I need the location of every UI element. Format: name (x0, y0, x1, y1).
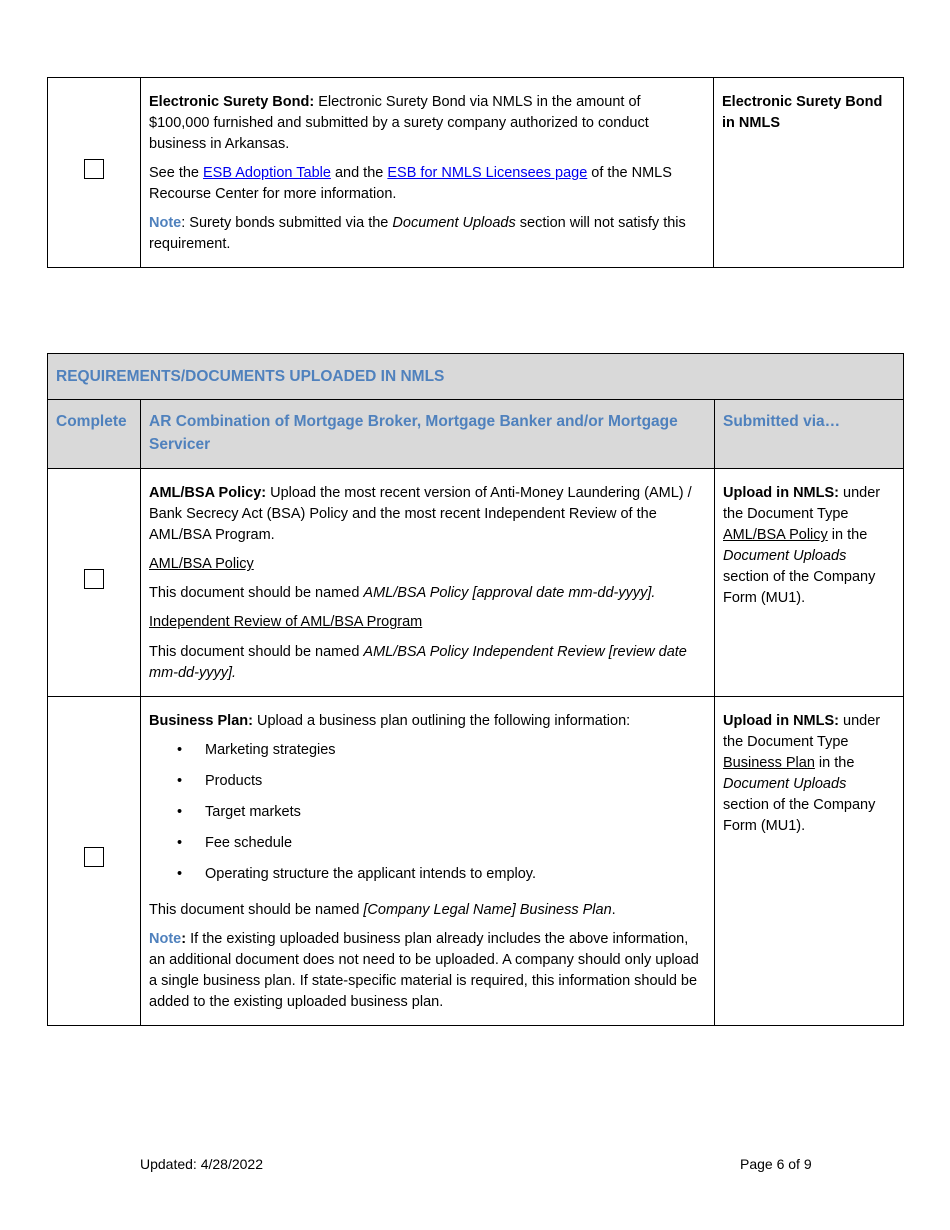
bp-name-italic: [Company Legal Name] Business Plan (363, 901, 612, 918)
esb-note-pre: : Surety bonds submitted via the (181, 215, 393, 232)
esb-adoption-table-link[interactable]: ESB Adoption Table (203, 165, 331, 182)
esb-see-post: of the NMLS Recourse Center for more information. (149, 165, 672, 203)
esb-licensees-page-link[interactable]: ESB for NMLS Licensees page (387, 165, 588, 182)
esb-description-cell (141, 78, 714, 268)
footer-updated: Updated: 4/28/2022 (140, 1156, 263, 1172)
aml-checkbox-cell (48, 469, 141, 697)
esb-desc: Electronic Surety Bond via NMLS in the amount of $100,000 furnished and submitted by a surety company authorized to conduct business in Arkansas. (149, 94, 649, 153)
esb-see-pre: See the (149, 165, 204, 182)
bp-note-label: Note (149, 930, 182, 947)
bp-submitted-cell (715, 697, 904, 1025)
aml-submitted-bold: Upload in NMLS: (723, 485, 839, 502)
list-item: • Products (149, 771, 706, 792)
aml-name2-pre: This document should be named (149, 643, 364, 660)
bp-submitted-b: in the (814, 755, 855, 772)
esb-checkbox-cell (48, 78, 141, 268)
requirements-table (47, 353, 904, 1026)
esb-see-mid: and the (330, 165, 388, 182)
aml-checkbox[interactable] (84, 569, 104, 589)
list-item: • Operating structure the applicant intends to employ. (149, 864, 706, 885)
esb-title: Electronic Surety Bond: (149, 94, 315, 110)
section-title: REQUIREMENTS/DOCUMENTS UPLOADED IN NMLS (48, 354, 904, 400)
aml-submitted-doc: AML/BSA Policy (723, 527, 828, 544)
bp-submitted-c: section of the Company Form (MU1). (723, 797, 876, 835)
bp-name-post: . (611, 901, 616, 918)
bp-submitted-italic: Document Uploads (723, 776, 847, 793)
aml-description-cell (141, 469, 715, 697)
bp-checkbox-cell (48, 697, 141, 1025)
aml-submitted-b: in the (827, 527, 868, 544)
esb-note-label: Note (149, 215, 182, 232)
list-item: • Fee schedule (149, 833, 706, 854)
esb-submitted-cell (714, 78, 904, 268)
esb-submitted: Electronic Surety Bond in NMLS (722, 94, 883, 132)
bp-submitted-a: under the Document Type (723, 713, 881, 751)
aml-title: AML/BSA Policy: (149, 485, 267, 502)
aml-name1-pre: This document should be named (149, 585, 364, 602)
bp-note-colon: : (181, 930, 187, 947)
esb-table (47, 77, 904, 268)
aml-name2-italic: AML/BSA Policy Independent Review [review date mm-dd-yyyy]. (149, 643, 687, 681)
bp-note-text: If the existing uploaded business plan already includes the above information, an additional document does not need to be uploaded. A company should only upload a single business plan. If state-specific material is required, this information should be added to the existing uploaded business plan. (149, 930, 699, 1010)
col-item-header: AR Combination of Mortgage Broker, Mortgage Banker and/or Mortgage Servicer (141, 400, 715, 469)
aml-submitted-italic: Document Uploads (723, 548, 847, 565)
esb-note-italic: Document Uploads (392, 215, 516, 232)
aml-name1-italic: AML/BSA Policy [approval date mm-dd-yyyy]. (363, 585, 656, 602)
col-complete-header: Complete (48, 400, 141, 469)
aml-submitted-c: section of the Company Form (MU1). (723, 569, 876, 607)
aml-submitted-a: under the Document Type (723, 485, 881, 523)
bp-title: Business Plan: (149, 713, 253, 730)
bp-submitted-bold: Upload in NMLS: (723, 713, 839, 730)
aml-sub-heading-1: AML/BSA Policy (149, 556, 254, 573)
bp-name-pre: This document should be named (149, 901, 364, 918)
col-submitted-header: Submitted via… (715, 400, 904, 469)
esb-note-post: section will not satisfy this requirement. (149, 215, 686, 253)
esb-checkbox[interactable] (84, 159, 104, 179)
aml-desc: Upload the most recent version of Anti-Money Laundering (AML) / Bank Secrecy Act (BSA) Policy and the most recent Independent Review of the AML/BSA Program. (149, 485, 692, 544)
aml-submitted-cell (715, 469, 904, 697)
bp-description-cell (141, 697, 715, 1025)
aml-sub-heading-2: Independent Review of AML/BSA Program (149, 614, 423, 631)
footer-page-number: Page 6 of 9 (740, 1156, 812, 1172)
list-item: • Marketing strategies (149, 740, 706, 761)
bp-checkbox[interactable] (84, 847, 104, 867)
list-item: • Target markets (149, 802, 706, 823)
bp-bullet-list (149, 740, 706, 885)
bp-submitted-doc: Business Plan (723, 755, 815, 772)
bp-desc: Upload a business plan outlining the following information: (252, 713, 631, 730)
